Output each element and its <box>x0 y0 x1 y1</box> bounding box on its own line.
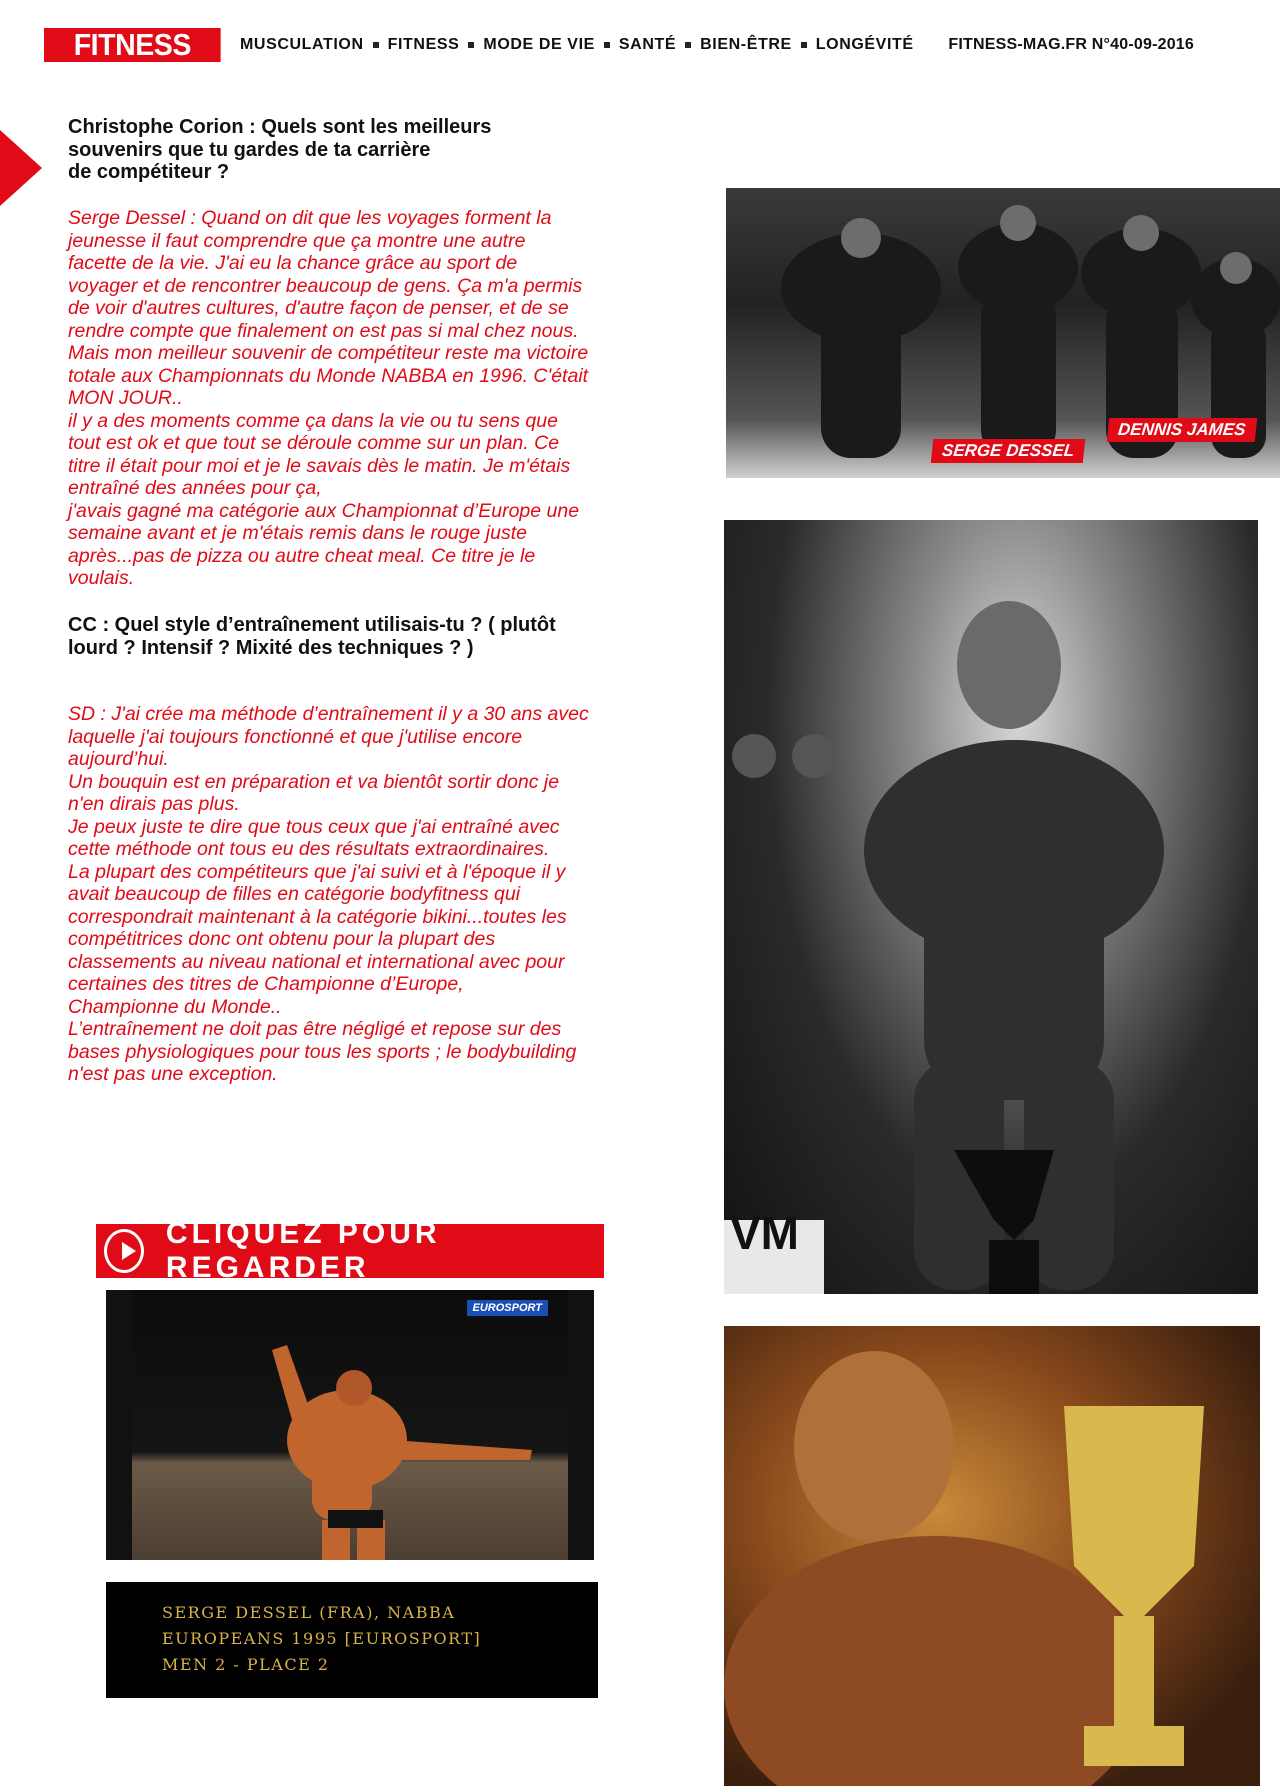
video-caption <box>106 1582 598 1698</box>
question-2: CC : Quel style d’entraînement utilisais-tu ? ( plutôt lourd ? Intensif ? Mixité des techniques ? ) <box>68 614 556 659</box>
label-serge-dessel: SERGE DESSEL <box>931 439 1086 463</box>
nav-item-fitness[interactable]: FITNESS <box>387 36 460 53</box>
video-caption-text: SERGE DESSEL (FRA), NABBA EUROPEANS 1995 [EUROSPORT] MEN 2 - PLACE 2 <box>162 1603 482 1674</box>
nav-item-musculation[interactable]: MUSCULATION <box>240 36 364 53</box>
bodybuilder-figure <box>724 520 1258 1294</box>
trophy-pose-photo <box>724 520 1258 1294</box>
video-thumbnail[interactable] <box>106 1290 594 1560</box>
nav-separator <box>373 42 379 48</box>
nav-item-longevite[interactable]: LONGÉVITÉ <box>815 36 914 53</box>
answer-1: Serge Dessel : Quand on dit que les voyages forment la jeunesse il faut comprendre que ça montre une autre facette de la vie. J'ai eu la chance grâce au sport de voyager et de rencontrer beaucoup de gens. Ça m'a permis de voir d'autres cultures, d'autre façon de penser, et de se rendre compte que finalement on est pas si mal chez nous. Mais mon meilleur souvenir de compétiteur reste ma victoire totale aux Championnats du Monde NABBA en 1996. C'était MON JOUR.. il y a des moments comme ça dans la vie ou tu sens que tout est ok et que tout se déroule comme sur un plan. Ce titre il était pour moi et je le savais dès le matin. Je m'étais entraîné des années pour ça, j'avais gagné ma catégorie aux Championnat d’Europe une semaine avant et je m'étais remis dans le rouge juste après...pas de pizza ou autre cheat meal. Ce titre je le voulais. <box>68 207 589 589</box>
nav-separator <box>685 42 691 48</box>
watch-video-button[interactable] <box>96 1217 604 1284</box>
category-nav <box>240 34 914 56</box>
nav-separator <box>468 42 474 48</box>
nav-item-mode-de-vie[interactable]: MODE DE VIE <box>483 36 595 53</box>
nav-separator <box>801 42 807 48</box>
nav-item-bien-etre[interactable]: BIEN-ÊTRE <box>700 36 792 53</box>
watch-video-label: CLIQUEZ POUR REGARDER <box>165 1217 441 1284</box>
answer-2: SD : J'ai crée ma méthode d’entraînement il y a 30 ans avec laquelle j'ai toujours fonctionné et que j'utilise encore aujourd’hui. Un bouquin est en préparation et va bientôt sortir donc je n'en dirais pas plus. Je peux juste te dire que tous ceux que j'ai entraîné avec cette méthode ont tous eu des résultats extraordinaires. La plupart des compétiteurs que j'ai suivi et à l'époque il y avait beaucoup de filles en catégorie bodyfitness qui correspondrait maintenant à la catégorie bikini...toutes les compétitrices donc ont obtenu pour la plupart des classements au niveau national et international avec pour certaines des titres de Championne d’Europe, Championne du Monde.. L’entraînement ne doit pas être négligé et repose sur des bases physiologiques pour tous les sports ; le bodybuilding n'est pas une exception. <box>68 703 589 1085</box>
banner-text: VM <box>730 1207 799 1259</box>
video-stage <box>132 1290 568 1560</box>
question-1: Christophe Corion : Quels sont les meilleurs souvenirs que tu gardes de ta carrière de compétiteur ? <box>68 116 492 183</box>
posing-figure <box>132 1290 568 1560</box>
fitness-mag-logo[interactable]: FITNESS MAG <box>44 28 221 62</box>
label-dennis-james: DENNIS JAMES <box>1107 418 1257 442</box>
issue-info: FITNESS-MAG.FR N°40-09-2016 <box>948 36 1194 53</box>
play-icon <box>104 1229 144 1273</box>
lineup-photo <box>726 188 1280 478</box>
trophy-color-photo <box>724 1326 1260 1786</box>
section-arrow-icon <box>0 130 42 206</box>
eurosport-badge: EUROSPORT <box>467 1300 548 1316</box>
bodybuilder-with-trophy <box>724 1326 1260 1786</box>
nav-item-sante[interactable]: SANTÉ <box>618 36 677 53</box>
nav-separator <box>604 42 610 48</box>
